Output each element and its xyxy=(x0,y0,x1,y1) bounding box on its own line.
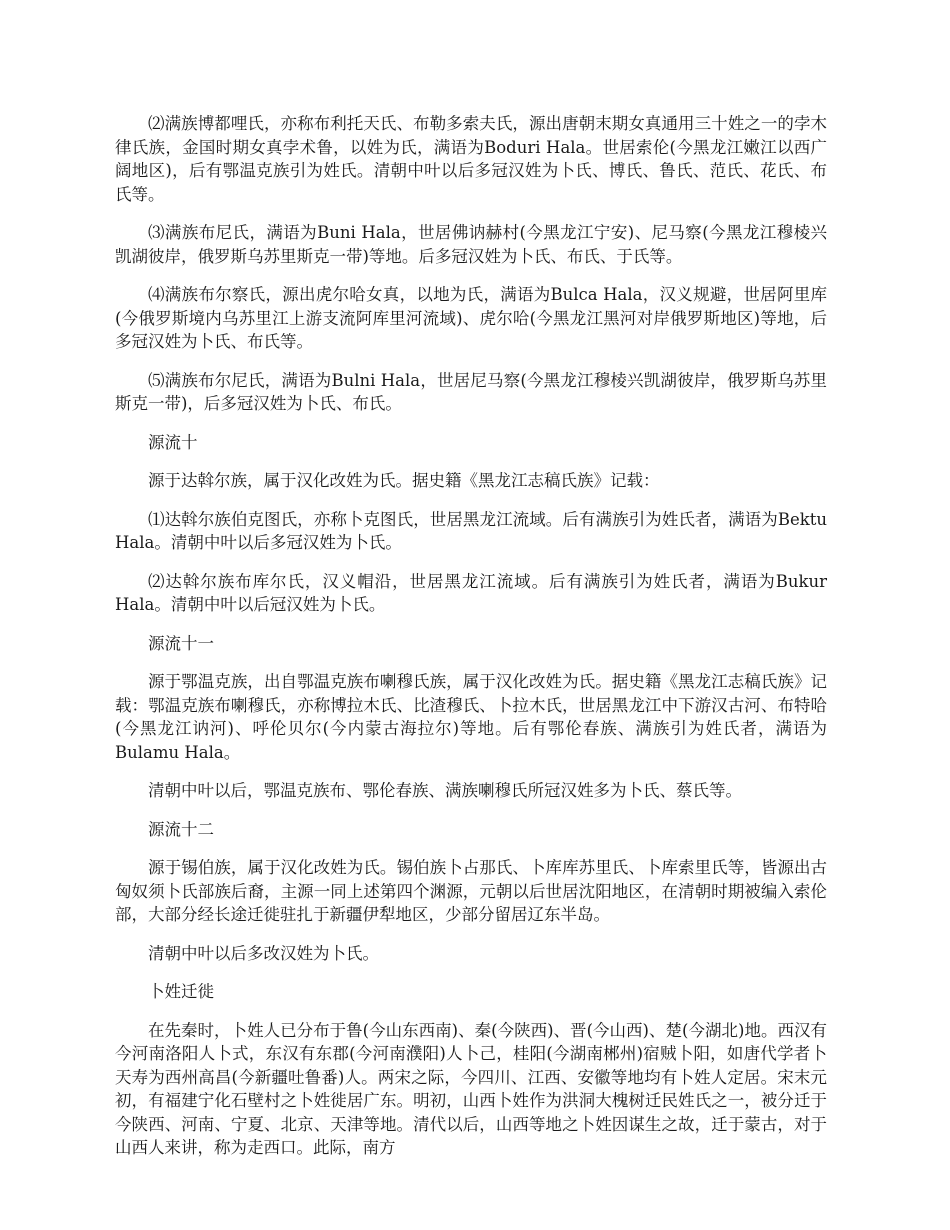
paragraph-bektu: ⑴达斡尔族伯克图氏，亦称卜克图氏，世居黑龙江流域。后有满族引为姓氏者，满语为Bektu Hala。清朝中叶以后多冠汉姓为卜氏。 xyxy=(115,509,827,552)
paragraph-xibe-surname: 清朝中叶以后多改汉姓为卜氏。 xyxy=(148,943,379,963)
paragraph-xibe: 源于锡伯族，属于汉化改姓为氏。锡伯族卜占那氏、卜库库苏里氏、卜库索里氏等，皆源出古匈奴须卜氏部族后裔，主源一同上述第四个渊源，元朝以后世居沈阳地区，在清朝时期被编入索伦部，大部分经长途迁徙驻扎于新疆伊犁地区，少部分留居辽东半岛。 xyxy=(115,858,827,924)
paragraph-bulca: ⑷满族布尔察氏，源出虎尔哈女真，以地为氏，满语为Bulca Hala，汉义规避，世居阿里库(今俄罗斯境内乌苏里江上游支流阿库里河流域)、虎尔哈(今黑龙江黑河对岸俄罗斯地区)等地，后多冠汉姓为卜氏、布氏等。 xyxy=(115,285,827,351)
paragraph-evenki: 源于鄂温克族，出自鄂温克族布喇穆氏族，属于汉化改姓为氏。据史籍《黑龙江志稿氏族》记载：鄂温克族布喇穆氏，亦称博拉木氏、比渣穆氏、卜拉木氏，世居黑龙江中下游汉古河、布特哈(今黑龙江讷河)、呼伦贝尔(今内蒙古海拉尔)等地。后有鄂伦春族、满族引为姓氏者，满语为Bulamu Hala。 xyxy=(115,672,827,762)
section-heading-origin-10: 源流十 xyxy=(148,432,198,452)
paragraph-bulni: ⑸满族布尔尼氏，满语为Bulni Hala，世居尼马察(今黑龙江穆棱兴凯湖彼岸，俄罗斯乌苏里斯克一带)，后多冠汉姓为卜氏、布氏。 xyxy=(115,370,827,413)
paragraph-migration: 在先秦时，卜姓人已分布于鲁(今山东西南)、秦(今陕西)、晋(今山西)、楚(今湖北)地。西汉有今河南洛阳人卜式，东汉有东郡(今河南濮阳)人卜己，桂阳(今湖南郴州)宿贼卜阳，如唐代学者卜天寿为西州高昌(今新疆吐鲁番)人。两宋之际，今四川、江西、安徽等地均有卜姓人定居。宋末元初，有福建宁化石壁村之卜姓徙居广东。明初，山西卜姓作为洪洞大槐树迁民姓氏之一，被分迁于今陕西、河南、宁夏、北京、天津等地。清代以后，山西等地之卜姓因谋生之故，迁于蒙古，对于山西人来讲，称为走西口。此际，南方 xyxy=(115,1020,827,1157)
paragraph-evenki-surnames: 清朝中叶以后，鄂温克族布、鄂伦春族、满族喇穆氏所冠汉姓多为卜氏、蔡氏等。 xyxy=(148,781,742,800)
paragraph-bukur: ⑵达斡尔族布库尔氏，汉义帽沿，世居黑龙江流域。后有满族引为姓氏者，满语为Bukur Hala。清朝中叶以后冠汉姓为卜氏。 xyxy=(115,571,827,614)
paragraph-boduri: ⑵满族博都哩氏，亦称布利托天氏、布勒多索夫氏，源出唐朝末期女真通用三十姓之一的孛木律氏族，金国时期女真孛术鲁，以姓为氏，满语为Boduri Hala。世居索伦(今黑龙江嫩江以西广阔地区)，后有鄂温克族引为姓氏。清朝中叶以后多冠汉姓为卜氏、博氏、鲁氏、范氏、花氏、布氏等。 xyxy=(115,114,827,204)
paragraph-buni: ⑶满族布尼氏，满语为Buni Hala，世居佛讷赫村(今黑龙江宁安)、尼马察(今黑龙江穆棱兴凯湖彼岸，俄罗斯乌苏里斯克一带)等地。后多冠汉姓为卜氏、布氏、于氏等。 xyxy=(115,223,827,266)
paragraph-daur-intro: 源于达斡尔族，属于汉化改姓为氏。据史籍《黑龙江志稿氏族》记载： xyxy=(148,471,660,490)
section-heading-origin-12: 源流十二 xyxy=(148,819,214,839)
section-heading-migration: 卜姓迁徙 xyxy=(148,982,214,1001)
document-body xyxy=(115,112,827,1175)
section-heading-origin-11: 源流十一 xyxy=(148,633,214,653)
